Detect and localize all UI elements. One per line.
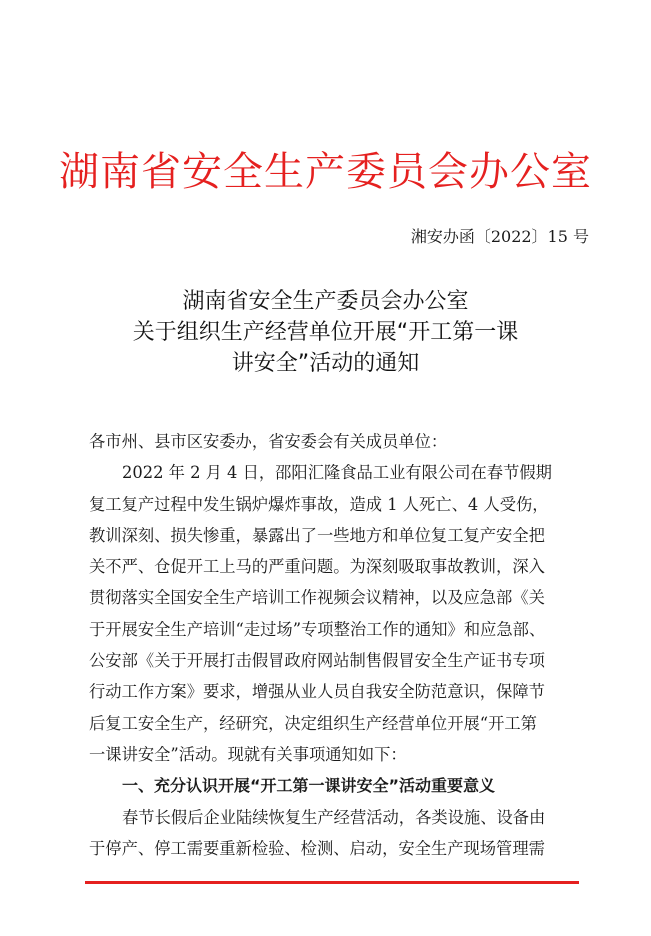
document-body [89,426,574,864]
paragraph-line: 教训深刻、损失惨重，暴露出了一些地方和单位复工复产安全把 [89,525,545,545]
section-heading-1: 一、充分认识开展“开工第一课讲安全”活动重要意义 [122,776,496,796]
paragraph-line: 关不严、仓促开工上马的严重问题。为深刻吸取事故教训，深入 [89,557,545,577]
paragraph-line: 复工复产过程中发生锅炉爆炸事故，造成 1 人死亡、4 人受伤， [89,494,549,514]
title-line-3: 讲安全”活动的通知 [231,351,420,376]
salutation: 各市州、县市区安委办，省安委会有关成员单位： [89,432,448,451]
title-line-1: 湖南省安全生产委员会办公室 [182,289,469,314]
paragraph-line: 2022 年 2 月 4 日，邵阳汇隆食品工业有限公司在春节假期 [122,463,552,483]
paragraph-significance [89,802,574,865]
paragraph-line: 后复工安全生产，经研究，决定组织生产经营单位开展“开工第 [89,713,537,733]
paragraph-line: 一课讲安全”活动。现就有关事项通知如下： [89,744,407,764]
paragraph-line: 贯彻落实全国安全生产培训工作视频会议精神，以及应急部《关 [89,588,545,608]
footer-divider [85,881,579,884]
paragraph-line: 公安部《关于开展打击假冒政府网站制售假冒安全生产证书专项 [89,651,545,671]
title-line-2: 关于组织生产经营单位开展“开工第一课 [132,320,519,345]
paragraph-line: 行动工作方案》要求，增强从业人员自我安全防范意识，保障节 [89,682,545,702]
issuing-organization-header: 湖南省安全生产委员会办公室 [59,149,592,195]
paragraph-line: 于开展安全生产培训“走过场”专项整治工作的通知》和应急部、 [89,619,546,639]
document-number: 湘安办函〔2022〕15 号 [410,227,589,246]
paragraph-line: 春节长假后企业陆续恢复生产经营活动，各类设施、设备由 [122,807,546,827]
paragraph-incident [89,457,574,770]
paragraph-line: 于停产、停工需要重新检验、检测、启动，安全生产现场管理需 [89,838,545,858]
document-title [0,286,651,379]
